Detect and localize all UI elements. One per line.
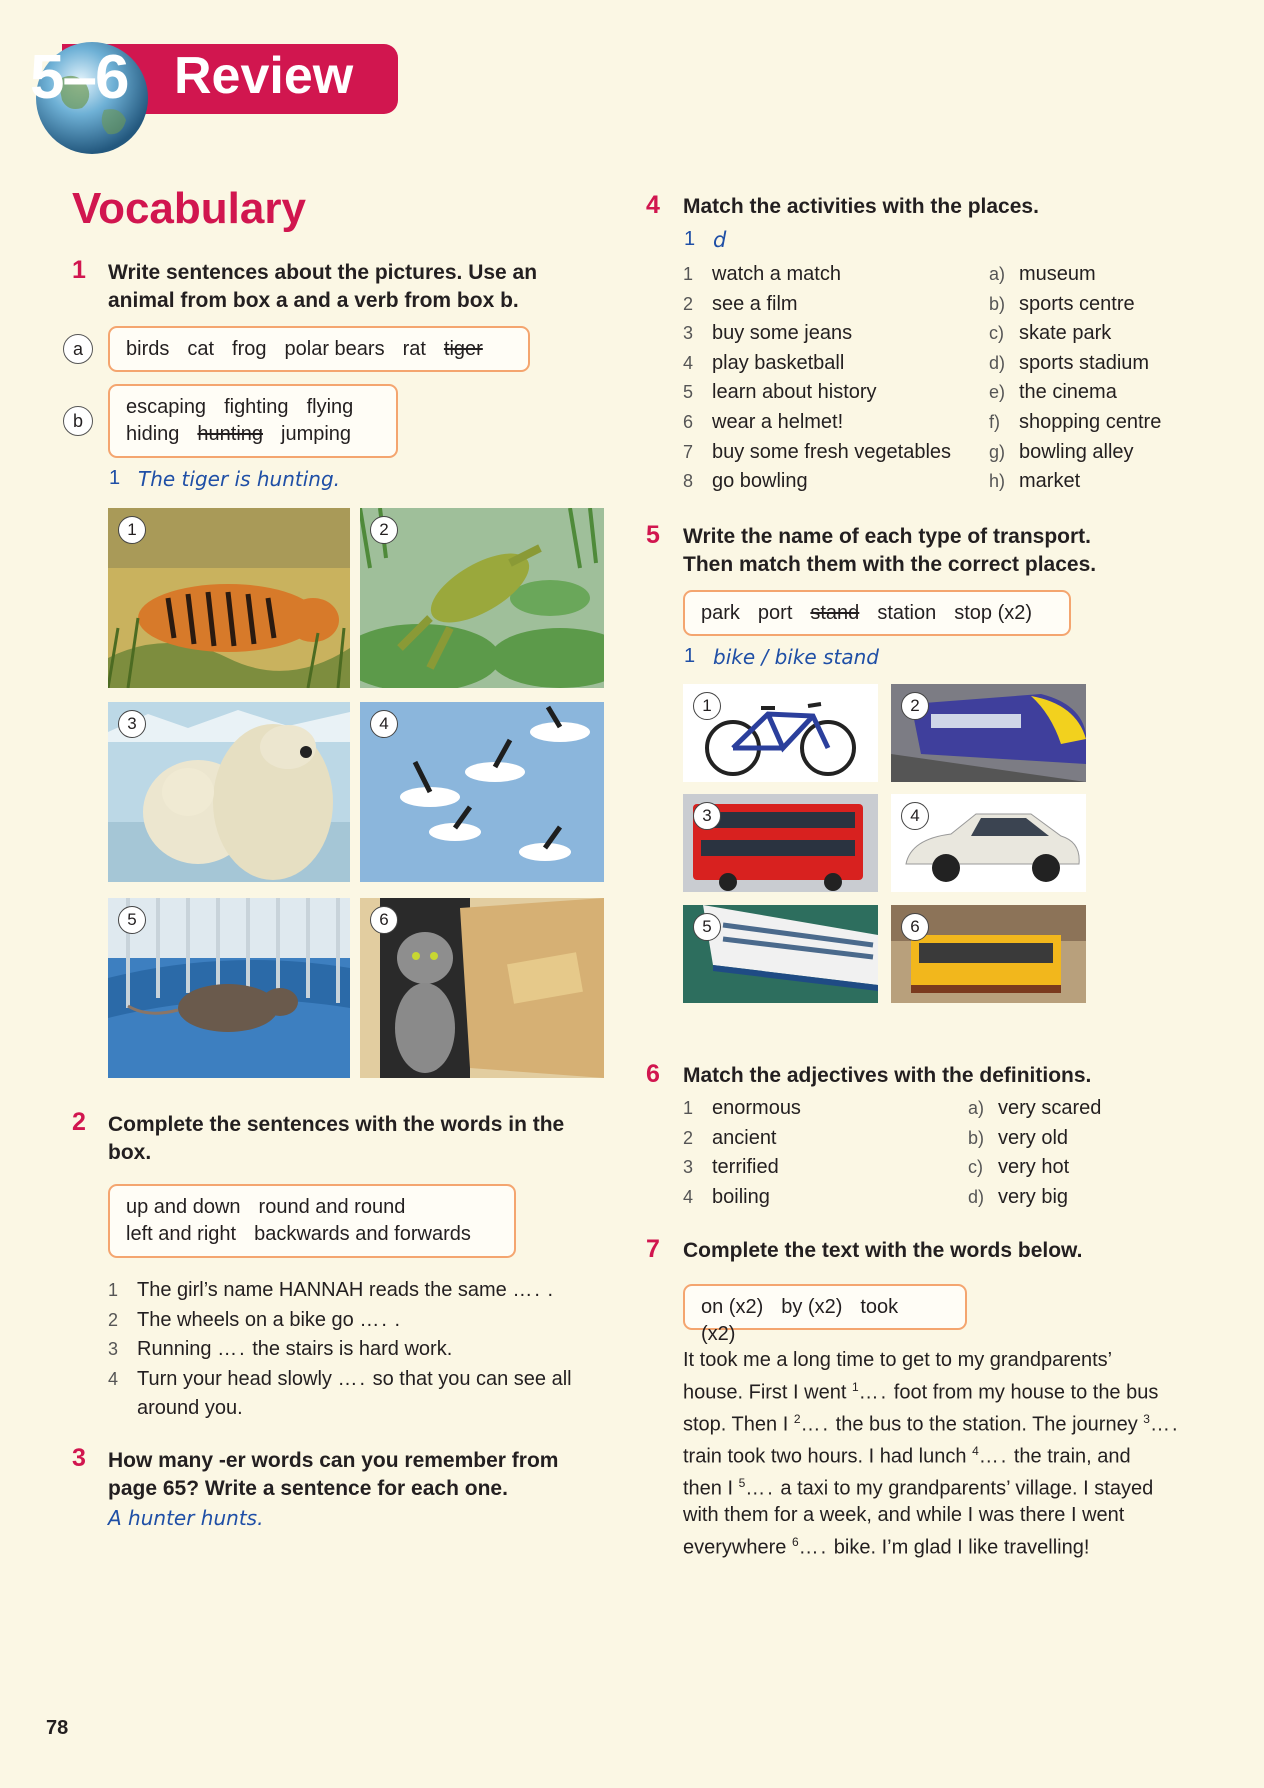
- word-box-a: [108, 326, 530, 372]
- places-list: [989, 260, 1161, 497]
- item-text: skate park: [1019, 322, 1112, 345]
- item-text: learn about history: [712, 381, 877, 404]
- picture-cat: [360, 898, 604, 1078]
- exercise-5-number: 5: [646, 521, 660, 549]
- exercise-3-example: A hunter hunts.: [108, 1506, 264, 1530]
- item-number: 7: [683, 441, 694, 462]
- definitions-list: [968, 1094, 1101, 1212]
- list-item: [108, 1335, 572, 1365]
- answer-gap[interactable]: ….: [1149, 1413, 1180, 1436]
- word-flying: flying: [306, 396, 354, 418]
- item-number: 2: [683, 1127, 694, 1148]
- item-number: 4: [108, 1368, 119, 1389]
- item-number: 3: [108, 1339, 119, 1360]
- item-text: very scared: [998, 1097, 1102, 1119]
- item-text: wear a helmet!: [712, 410, 844, 433]
- item-number: 1: [108, 1280, 119, 1300]
- exercise-4-example-number: 1: [684, 228, 696, 250]
- word-station: station: [877, 602, 937, 624]
- exercise-7-text: [683, 1347, 1180, 1561]
- item-text: the cinema: [1019, 381, 1117, 404]
- exercise-1-example: The tiger is hunting.: [138, 467, 341, 491]
- box-a-label: a: [63, 334, 93, 364]
- item-text: the stairs is hard work.: [252, 1338, 453, 1361]
- answer-gap[interactable]: ….: [337, 1367, 368, 1390]
- picture-number: 5: [118, 906, 146, 934]
- item-text: sports centre: [1019, 292, 1135, 315]
- item-number: 1: [683, 264, 694, 284]
- exercise-5-example-number: 1: [684, 645, 696, 667]
- instruction-line: animal from box a and a verb from box b.: [108, 289, 519, 312]
- item-text: terrified: [712, 1156, 779, 1179]
- text-line: [683, 1438, 1180, 1470]
- item-number: 4: [683, 1186, 694, 1207]
- picture-number: 6: [901, 913, 929, 941]
- word-box-ex7: [683, 1284, 967, 1345]
- item-text: buy some fresh vegetables: [712, 440, 952, 463]
- list-item: [989, 260, 1161, 290]
- word-on: on (x2): [701, 1296, 764, 1318]
- exercise-2-number: 2: [72, 1108, 86, 1136]
- item-text: Turn your head slowly: [137, 1367, 332, 1390]
- list-item: [683, 1124, 801, 1154]
- item-number: 8: [683, 471, 694, 492]
- item-text: very old: [998, 1126, 1069, 1149]
- text-part: the train, and: [1013, 1445, 1131, 1468]
- text-line: It took me a long time to get to my grandparents’: [683, 1349, 1113, 1371]
- item-number: 3: [683, 1157, 694, 1178]
- text-part: stop. Then I: [683, 1413, 789, 1436]
- item-text: market: [1019, 470, 1081, 493]
- item-text: very big: [998, 1185, 1069, 1208]
- item-letter: d): [989, 352, 1006, 373]
- list-item: [108, 1365, 572, 1395]
- list-item: [989, 408, 1161, 438]
- text-part: house. First I went: [683, 1381, 847, 1404]
- exercise-7-number: 7: [646, 1235, 660, 1263]
- answer-gap[interactable]: ….: [217, 1338, 247, 1361]
- item-text: sports stadium: [1019, 351, 1150, 374]
- item-number: 2: [108, 1309, 119, 1330]
- item-text: .: [394, 1308, 401, 1331]
- word-birds: birds: [126, 338, 170, 360]
- exercise-2-sentences: [108, 1276, 572, 1424]
- word-stop: stop (x2): [954, 602, 1033, 624]
- word-by: by (x2): [781, 1296, 843, 1318]
- picture-car: [891, 794, 1086, 892]
- word-box-b: [108, 384, 398, 458]
- item-text: The wheels on a bike go: [137, 1308, 354, 1331]
- picture-tram: [891, 905, 1086, 1003]
- text-part: a taxi to my grandparents’ village. I stayed: [780, 1477, 1154, 1500]
- list-item: [683, 290, 951, 320]
- phrase-left-and-right: left and right: [126, 1223, 237, 1245]
- word-box-ex5: [683, 590, 1071, 636]
- list-item: [683, 1094, 801, 1124]
- phrase-up-and-down: up and down: [126, 1196, 241, 1218]
- instruction-line: Write the name of each type of transport.: [683, 525, 1092, 548]
- exercise-6-number: 6: [646, 1060, 660, 1088]
- instruction-line: Write sentences about the pictures. Use an: [108, 261, 538, 284]
- text-part: the bus to the station. The journey: [835, 1413, 1138, 1436]
- box-b-label: b: [63, 406, 93, 436]
- item-text: The girl’s name HANNAH reads the same: [137, 1279, 507, 1301]
- picture-number: 3: [118, 710, 146, 738]
- item-text: boiling: [712, 1185, 770, 1208]
- list-item: [989, 290, 1161, 320]
- text-line: [683, 1374, 1180, 1406]
- text-line: with them for a week, and while I was there I went: [683, 1504, 1125, 1527]
- exercise-7-instruction: Complete the text with the words below.: [683, 1239, 1083, 1262]
- list-item: [683, 438, 951, 468]
- item-letter: c): [968, 1157, 983, 1178]
- word-frog: frog: [232, 338, 267, 360]
- gap-number: 3: [1143, 1411, 1150, 1426]
- text-part: bike. I’m glad I like travelling!: [833, 1536, 1090, 1559]
- item-letter: c): [989, 323, 1004, 344]
- word-box-ex2: [108, 1184, 516, 1258]
- list-item: [683, 467, 951, 497]
- item-letter: e): [989, 382, 1006, 403]
- picture-frog: [360, 508, 604, 688]
- word-fighting: fighting: [224, 396, 289, 418]
- word-escaping: escaping: [126, 396, 207, 418]
- item-letter: g): [989, 441, 1006, 462]
- list-item: [989, 319, 1161, 349]
- list-item: [683, 349, 951, 379]
- gap-number: 5: [738, 1475, 746, 1490]
- activities-list: [683, 260, 951, 497]
- picture-bus: [683, 794, 878, 892]
- word-park: park: [701, 602, 740, 624]
- text-part: train took two hours. I had lunch: [683, 1445, 967, 1468]
- item-letter: h): [989, 471, 1006, 492]
- phrase-round-and-round: round and round: [258, 1196, 406, 1218]
- item-number: 4: [683, 352, 694, 373]
- item-text: very hot: [998, 1156, 1070, 1179]
- picture-number: 4: [901, 802, 929, 830]
- word-took: took (x2): [701, 1296, 899, 1345]
- exercise-1-instruction: [108, 259, 537, 315]
- list-item-continuation: [108, 1394, 572, 1424]
- word-port: port: [757, 602, 793, 624]
- answer-gap[interactable]: ….: [512, 1279, 542, 1301]
- answer-gap[interactable]: ….: [798, 1536, 829, 1559]
- list-item: [683, 260, 951, 290]
- text-line: [683, 1470, 1180, 1502]
- answer-gap[interactable]: ….: [359, 1308, 389, 1331]
- item-letter: f): [989, 411, 1000, 432]
- item-letter: a): [989, 264, 1006, 284]
- section-title-vocabulary: Vocabulary: [72, 184, 306, 233]
- list-item: [968, 1183, 1101, 1213]
- item-number: 6: [683, 411, 694, 432]
- picture-number: 2: [901, 692, 929, 720]
- gap-number: 1: [851, 1379, 859, 1394]
- word-tiger-crossed: tiger: [443, 338, 483, 360]
- list-item: [968, 1094, 1101, 1124]
- exercise-6-instruction: Match the adjectives with the definitions.: [683, 1064, 1092, 1087]
- item-text: enormous: [712, 1097, 801, 1119]
- exercise-5-example: bike / bike stand: [713, 645, 879, 669]
- word-cat: cat: [187, 338, 215, 360]
- gap-number: 2: [793, 1411, 801, 1426]
- item-number: 5: [683, 382, 694, 403]
- item-text: around you.: [137, 1397, 243, 1420]
- exercise-4-instruction: Match the activities with the places.: [683, 195, 1039, 218]
- word-hiding: hiding: [126, 423, 180, 445]
- picture-number: 6: [370, 906, 398, 934]
- exercise-4-number: 4: [646, 191, 660, 219]
- item-text: see a film: [712, 292, 798, 315]
- item-letter: a): [968, 1098, 985, 1118]
- exercise-3-instruction: [108, 1447, 558, 1503]
- instruction-line: box.: [108, 1141, 152, 1164]
- page-title: Review: [174, 47, 354, 105]
- answer-gap[interactable]: ….: [800, 1413, 831, 1436]
- item-letter: b): [968, 1127, 985, 1148]
- gap-number: 4: [972, 1443, 979, 1458]
- item-text: play basketball: [712, 351, 845, 374]
- item-number: 1: [683, 1098, 694, 1118]
- phrase-backwards-and-forwards: backwards and forwards: [254, 1223, 471, 1245]
- item-number: 2: [683, 293, 694, 314]
- picture-number: 2: [370, 516, 398, 544]
- list-item: [683, 1153, 801, 1183]
- instruction-line: Then match them with the correct places.: [683, 553, 1097, 576]
- exercise-2-instruction: [108, 1111, 564, 1167]
- word-stand-crossed: stand: [810, 602, 860, 624]
- picture-number: 4: [370, 710, 398, 738]
- picture-number: 3: [693, 802, 721, 830]
- instruction-line: How many -er words can you remember from: [108, 1449, 559, 1472]
- exercise-1-example-number: 1: [109, 467, 121, 489]
- picture-tiger: [108, 508, 350, 688]
- item-letter: b): [989, 293, 1006, 314]
- word-jumping: jumping: [281, 423, 352, 445]
- picture-number: 1: [693, 692, 721, 720]
- list-item: [989, 378, 1161, 408]
- text-line: [683, 1529, 1180, 1561]
- picture-number: 5: [693, 913, 721, 941]
- answer-gap[interactable]: ….: [745, 1477, 775, 1500]
- picture-ferry: [683, 905, 878, 1003]
- text-part: then I: [683, 1477, 734, 1500]
- exercise-1-number: 1: [72, 256, 86, 284]
- list-item: [989, 467, 1161, 497]
- list-item: [989, 438, 1161, 468]
- picture-rat: [108, 898, 350, 1078]
- answer-gap[interactable]: ….: [978, 1445, 1009, 1468]
- item-text: museum: [1019, 263, 1096, 285]
- list-item: [989, 349, 1161, 379]
- item-text: bowling alley: [1019, 440, 1134, 463]
- picture-polar-bears: [108, 702, 350, 882]
- list-item: [968, 1124, 1101, 1154]
- item-text: go bowling: [712, 470, 808, 493]
- instruction-line: Complete the sentences with the words in the: [108, 1113, 565, 1136]
- picture-number: 1: [118, 516, 146, 544]
- word-hunting-crossed: hunting: [197, 423, 264, 445]
- item-text: ancient: [712, 1126, 777, 1149]
- item-text: so that you can see all: [372, 1367, 572, 1390]
- adjectives-list: [683, 1094, 801, 1212]
- word-rat: rat: [402, 338, 426, 360]
- item-number: 3: [683, 323, 694, 344]
- list-item: [108, 1276, 572, 1306]
- item-text: watch a match: [712, 263, 841, 285]
- exercise-4-example: d: [713, 228, 727, 252]
- item-text: shopping centre: [1019, 410, 1162, 433]
- text-line: [683, 1406, 1180, 1438]
- picture-bike: [683, 684, 878, 782]
- page-number: 78: [46, 1717, 69, 1739]
- item-text: buy some jeans: [712, 322, 853, 345]
- word-polar-bears: polar bears: [284, 338, 385, 360]
- exercise-3-number: 3: [72, 1444, 86, 1472]
- picture-birds: [360, 702, 604, 882]
- exercise-5-instruction: [683, 523, 1096, 579]
- gap-number: 6: [791, 1534, 799, 1549]
- list-item: [683, 319, 951, 349]
- item-letter: d): [968, 1186, 985, 1207]
- answer-gap[interactable]: ….: [858, 1381, 889, 1404]
- text-part: foot from my house to the bus: [893, 1381, 1159, 1404]
- text-part: everywhere: [683, 1536, 787, 1559]
- unit-number: 5–6: [30, 43, 128, 112]
- list-item: [108, 1306, 572, 1336]
- item-text: Running: [137, 1338, 212, 1361]
- list-item: [968, 1153, 1101, 1183]
- picture-train: [891, 684, 1086, 782]
- instruction-line: page 65? Write a sentence for each one.: [108, 1477, 508, 1500]
- item-text: .: [547, 1279, 554, 1301]
- list-item: [683, 378, 951, 408]
- list-item: [683, 1183, 801, 1213]
- list-item: [683, 408, 951, 438]
